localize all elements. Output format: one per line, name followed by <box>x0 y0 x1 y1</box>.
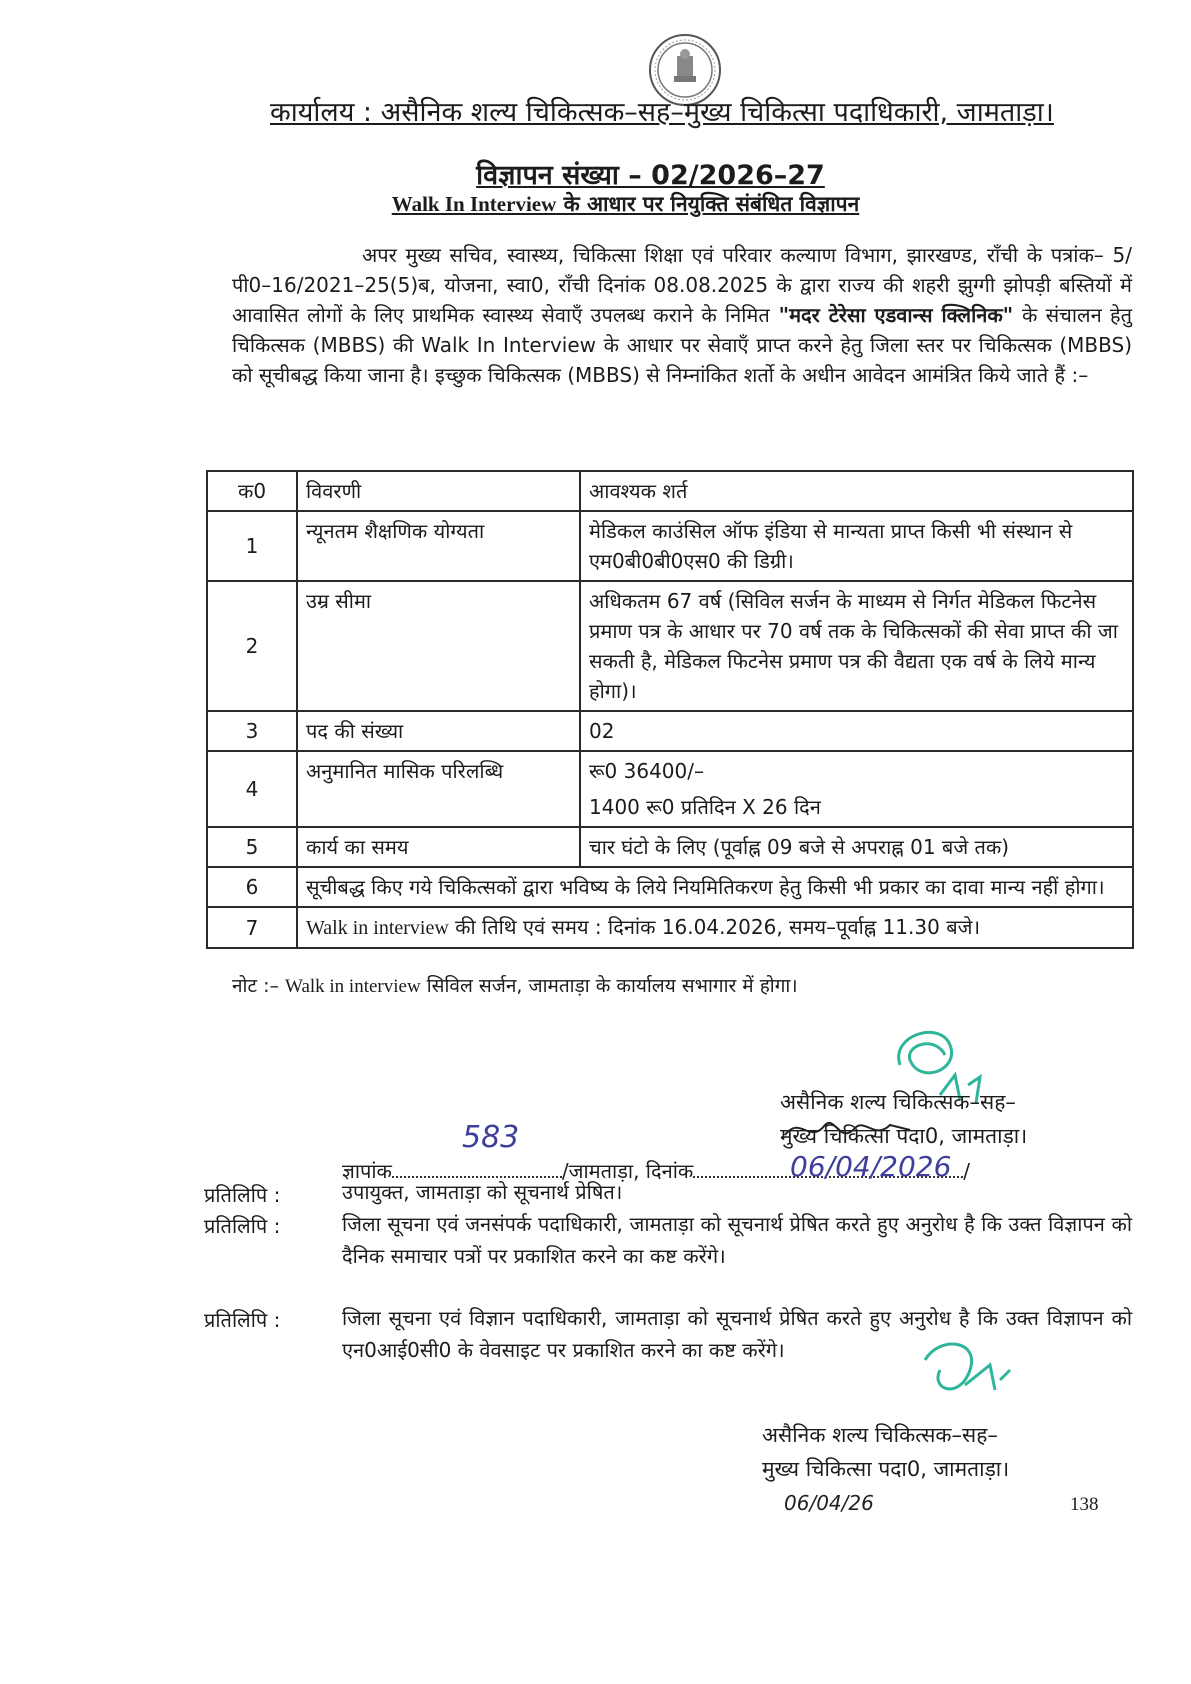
table-row <box>207 581 1133 711</box>
row-description: उम्र सीमा <box>297 581 580 711</box>
subtitle-hi: के आधार पर नियुक्ति संबंधित विज्ञापन <box>556 192 860 216</box>
copy-text: जिला सूचना एवं जनसंपर्क पदाधिकारी, जामताड़ा को सूचनार्थ प्रेषित करते हुए अनुरोध है कि उक्त विज्ञापन को दैनिक समाचार पत्रों पर प्रकाशित करने का कष्ट करेंगे। <box>342 1212 1132 1268</box>
row-condition: चार घंटो के लिए (पूर्वाह्न 09 बजे से अपराह्न 01 बजे तक) <box>580 827 1133 867</box>
memo-number-handwritten: 583 <box>462 1120 520 1155</box>
copy-label: प्रतिलिपि : <box>204 1214 281 1238</box>
note-text: सिविल सर्जन, जामताड़ा के कार्यालय सभागार में होगा। <box>420 975 798 997</box>
clinic-name: "मदर टेरेसा एडवान्स क्लिनिक" <box>769 303 1023 327</box>
row-description: न्यूनतम शैक्षणिक योग्यता <box>297 511 580 581</box>
copy-text: जिला सूचना एवं विज्ञान पदाधिकारी, जामताड़ा को सूचनार्थ प्रेषित करते हुए अनुरोध है कि उक्त विज्ञापन को एन0आई0सी0 के वेवसाइट पर प्रकाशित करने का कष्ट करेंगे। <box>342 1306 1132 1362</box>
advertisement-number: विज्ञापन संख्या – 02/2026–27 <box>476 160 825 191</box>
header-condition: आवश्यक शर्त <box>580 471 1133 511</box>
signature-line-1: असैनिक शल्य चिकित्सक–सह– <box>762 1423 998 1447</box>
memo-end: / <box>963 1159 970 1183</box>
row-full-text: सूचीबद्ध किए गये चिकित्सकों द्वारा भविष्य के लिये नियमितिकरण हेतु किसी भी प्रकार का दावा मान्य नहीं होगा। <box>297 867 1133 907</box>
signature-line-2: मुख्य चिकित्सा पदा0, जामताड़ा। <box>762 1457 1010 1481</box>
table-row <box>207 511 1133 581</box>
row-description: पद की संख्या <box>297 711 580 751</box>
row-full-text <box>297 907 1133 948</box>
header-sn: क0 <box>207 471 297 511</box>
row-description: कार्य का समय <box>297 827 580 867</box>
table-row <box>207 907 1133 948</box>
table-row <box>207 827 1133 867</box>
row-condition <box>580 751 1133 827</box>
header-description: विवरणी <box>297 471 580 511</box>
advertisement-subtitle <box>0 190 1191 218</box>
table-row <box>207 751 1133 827</box>
table-row <box>207 711 1133 751</box>
office-title: कार्यालय : असैनिक शल्य चिकित्सक–सह–मुख्य चिकित्सा पदाधिकारी, जामताड़ा। <box>270 97 1054 128</box>
intro-paragraph <box>232 240 1132 390</box>
signature-block-1 <box>780 1085 1027 1153</box>
interview-date: की तिथि एवं समय : दिनांक 16.04.2026, समय–पूर्वाह्न 11.30 बजे। <box>448 915 981 939</box>
table-row <box>207 867 1133 907</box>
copy-text: उपायुक्त, जामताड़ा को सूचनार्थ प्रेषित। <box>342 1180 623 1204</box>
row-sn: 3 <box>207 711 297 751</box>
signature-block-2 <box>762 1418 1009 1520</box>
memo-date-handwritten: 06/04/2026 <box>790 1150 952 1183</box>
salary-daily: 1400 रू0 प्रतिदिन X 26 दिन <box>589 795 821 819</box>
table-header-row <box>207 471 1133 511</box>
signature-line-1: असैनिक शल्य चिकित्सक–सह– <box>780 1090 1016 1114</box>
row-sn: 1 <box>207 511 297 581</box>
copy-label: प्रतिलिपि : <box>204 1308 281 1332</box>
subtitle-en: Walk In Interview <box>391 192 557 216</box>
intro-part2: के संचालन हेतु चिकित्सक (MBBS) की Walk In Interview के आधार पर सेवाएँ प्राप्त करने हेतु जिला स्तर पर चिकित्सक (MBBS) को सूचीबद्ध किया जाना है। इच्छुक चिकित्सक (MBBS) से निम्नांकित शर्तो के अधीन आवेदन आमंत्रित किये जाते हैं :– <box>232 303 1132 387</box>
memo-label: ज्ञापांक <box>342 1159 392 1183</box>
copy-label: प्रतिलिपि : <box>204 1183 281 1207</box>
walk-in-en: Walk in interview <box>306 917 449 939</box>
row-condition: मेडिकल काउंसिल ऑफ इंडिया से मान्यता प्राप्त किसी भी संस्थान से एम0बी0बी0एस0 की डिग्री। <box>580 511 1133 581</box>
signature-line-2: मुख्य चिकित्सा पदा0, जामताड़ा। <box>780 1124 1028 1148</box>
row-sn: 5 <box>207 827 297 867</box>
note-prefix: नोट :– <box>232 975 286 997</box>
intro-part1: अपर मुख्य सचिव, स्वास्थ्य, चिकित्सा शिक्षा एवं परिवार कल्याण विभाग, झारखण्ड, राँची के पत्रांक– 5/पी0–16/2021–25(5)ब, योजना, स्वा0, राँची दिनांक 08.08.2025 के द्वारा राज्य की शहरी झुग्गी झोपड़ी बस्तियों में आवासित लोगों के लिए प्राथमिक स्वास्थ्य सेवाएँ उपलब्ध कराने के निमित <box>232 243 1132 327</box>
row-condition: अधिकतम 67 वर्ष (सिविल सर्जन के माध्यम से निर्गत मेडिकल फिटनेस प्रमाण पत्र के आधार पर 70 वर्ष तक के चिकित्सकों की सेवा प्राप्त की जा सकती है, मेडिकल फिटनेस प्रमाण पत्र की वैद्यता एक वर्ष के लिये मान्य होगा)। <box>580 581 1133 711</box>
note <box>232 972 798 998</box>
row-condition: 02 <box>580 711 1133 751</box>
row-sn: 7 <box>207 907 297 948</box>
signature-date-handwritten: 06/04/26 <box>784 1491 874 1515</box>
page-number: 138 <box>1070 1494 1099 1515</box>
row-sn: 2 <box>207 581 297 711</box>
note-en: Walk in interview <box>285 976 421 997</box>
conditions-table <box>206 470 1134 949</box>
memo-place: /जामताड़ा, दिनांक <box>561 1159 694 1183</box>
row-sn: 4 <box>207 751 297 827</box>
salary-monthly: रू0 36400/– <box>589 759 704 783</box>
row-sn: 6 <box>207 867 297 907</box>
row-description: अनुमानित मासिक परिलब्धि <box>297 751 580 827</box>
